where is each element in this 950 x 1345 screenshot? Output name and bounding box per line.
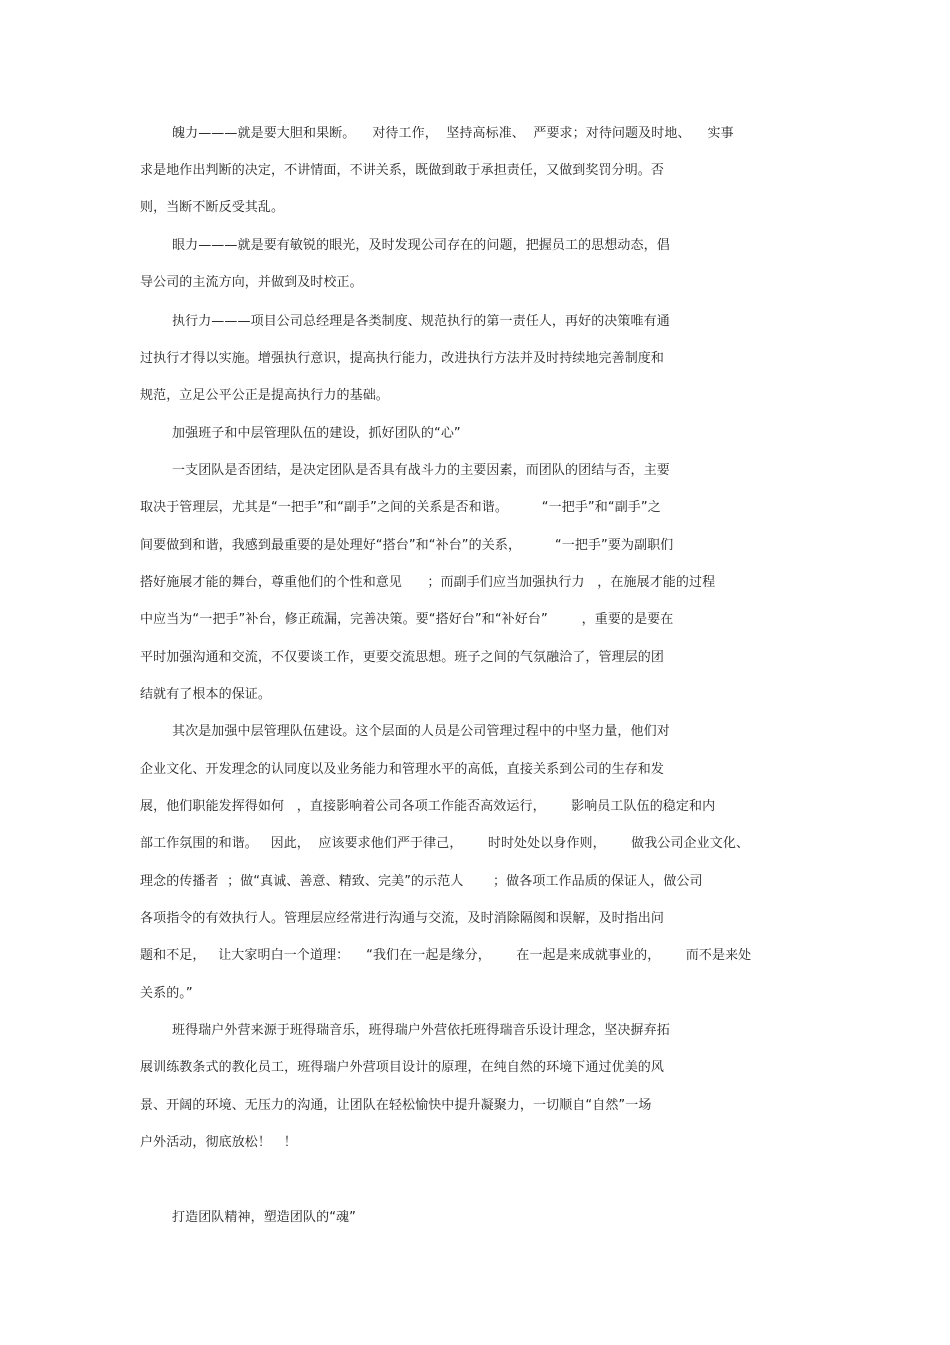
text-line: 展训练教条式的教化员工，班得瑞户外营项目设计的原理，在纯自然的环境下通过优美的风 <box>140 1060 665 1075</box>
text-line: 其次是加强中层管理队伍建设。这个层面的人员是公司管理过程中的中坚力量，他们对 <box>172 724 670 739</box>
text-line: 理念的传播者 ；做“真诚、善意、精致、完美”的示范人 ；做各项工作品质的保证人，做公司 <box>140 874 703 889</box>
text-line: 结就有了根本的保证。 <box>140 687 272 702</box>
text-line: 魄力———就是要大胆和果断。 对待工作， 坚持高标准、 严要求；对待问题及时地、 实事 <box>172 126 734 141</box>
text-line: 过执行才得以实施。增强执行意识，提高执行能力，改进执行方法并及时持续地完善制度和 <box>140 351 665 366</box>
text-line: 一支团队是否团结，是决定团队是否具有战斗力的主要因素，而团队的团结与否，主要 <box>172 463 670 478</box>
text-line: 取决于管理层，尤其是“一把手”和“副手”之间的关系是否和谐。 “一把手”和“副手”之 <box>140 500 661 515</box>
text-line: 展，他们职能发挥得如何 ，直接影响着公司各项工作能否高效运行， 影响员工队伍的稳定和内 <box>140 799 716 814</box>
text-line: 中应当为“一把手”补台，修正疏漏，完善决策。要“搭好台”和“补好台” ，重要的是要在 <box>140 612 674 627</box>
text-line: 规范，立足公平公正是提高执行力的基础。 <box>140 388 389 403</box>
text-line: 平时加强沟通和交流，不仅要谈工作，更要交流思想。班子之间的气氛融洽了，管理层的团 <box>140 650 665 665</box>
text-line: 景、开阔的环境、无压力的沟通，让团队在轻松愉快中提升凝聚力，一切顺自“自然”一场 <box>140 1098 652 1113</box>
text-line: 导公司的主流方向，并做到及时校正。 <box>140 275 363 290</box>
text-line: 间要做到和谐，我感到最重要的是处理好“搭台”和“补台”的关系， “一把手”要为副职们 <box>140 538 674 553</box>
text-line: 题和不足， 让大家明白一个道理： “我们在一起是缘分， 在一起是来成就事业的， 而不是来处 <box>140 948 752 963</box>
section-heading: 打造团队精神，塑造团队的“魂” <box>172 1210 356 1225</box>
text-line: 则，当断不断反受其乱。 <box>140 200 285 215</box>
text-line: 眼力———就是要有敏锐的眼光，及时发现公司存在的问题，把握员工的思想动态，倡 <box>172 238 670 253</box>
text-line: 班得瑞户外营来源于班得瑞音乐，班得瑞户外营依托班得瑞音乐设计理念，坚决摒弃拓 <box>172 1023 670 1038</box>
text-line: 关系的。” <box>140 986 193 1001</box>
section-heading: 加强班子和中层管理队伍的建设，抓好团队的“心” <box>172 426 461 441</box>
text-line: 各项指令的有效执行人。管理层应经常进行沟通与交流，及时消除隔阂和误解，及时指出问 <box>140 911 665 926</box>
text-line: 求是地作出判断的决定，不讲情面，不讲关系，既做到敢于承担责任，又做到奖罚分明。否 <box>140 163 665 178</box>
text-line: 户外活动，彻底放松！ ！ <box>140 1135 297 1150</box>
text-line: 部工作氛围的和谐。 因此， 应该要求他们严于律己， 时时处处以身作则， 做我公司企业文化、 <box>140 836 750 851</box>
text-line: 搭好施展才能的舞台，尊重他们的个性和意见 ；而副手们应当加强执行力 ，在施展才能的过程 <box>140 575 716 590</box>
text-line: 执行力———项目公司总经理是各类制度、规范执行的第一责任人，再好的决策唯有通 <box>172 314 670 329</box>
text-line: 企业文化、开发理念的认同度以及业务能力和管理水平的高低，直接关系到公司的生存和发 <box>140 762 665 777</box>
